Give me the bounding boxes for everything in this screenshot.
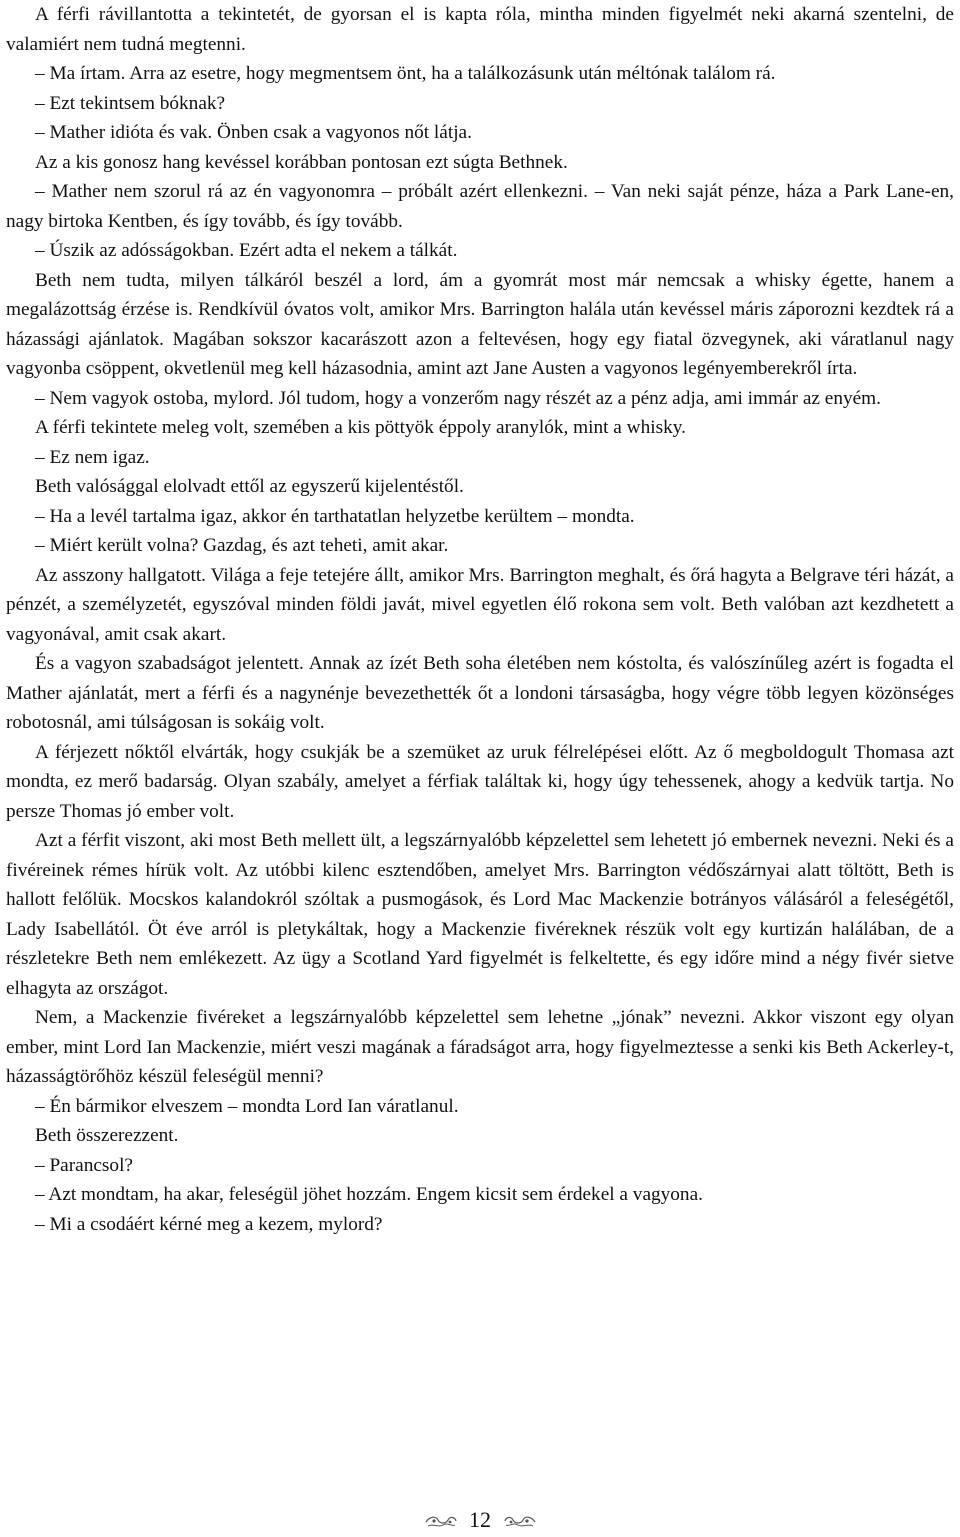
- paragraph: Beth valósággal elolvadt ettől az egyszerű kijelentéstől.: [35, 476, 464, 497]
- paragraph: – Ez nem igaz.: [35, 446, 150, 468]
- paragraph: Azt a férfit viszont, aki most Beth mellett ült, a legszárnyalóbb képzelettel sem lehetett jó embernek nevezni. Neki és a fivéreinek rémes hírük volt. Az utóbbi kilenc esztendőben, amelyet Mrs. Barrington védőszárnyai alatt töltött, Beth is hallott felőlük. Mocskos kalandokról szóltak a pusmogások, és Lord Mac Mackenzie botrányos válásáról a feleségétől, Lady Isabellától. Öt éve arról is pletykáltak, hogy a Mackenzie fivéreknek részük volt egy kurtizán halálában, de a részletekre Beth nem emlékezett. Az ügy a Scotland Yard figyelmét is felkeltette, és egy időre mind a négy fivér sietve elhagyta az országot.: [6, 830, 954, 999]
- paragraph: – Úszik az adósságokban. Ezért adta el nekem a tálkát.: [35, 240, 458, 261]
- page-number: 12: [469, 1507, 491, 1532]
- page-footer: [0, 1506, 960, 1534]
- paragraph: – Azt mondtam, ha akar, feleségül jöhet hozzám. Engem kicsit sem érdekel a vagyona.: [35, 1184, 703, 1205]
- paragraph: Beth összerezzent.: [35, 1125, 179, 1146]
- paragraph: – Miért került volna? Gazdag, és azt teheti, amit akar.: [35, 535, 449, 556]
- scroll-ornament-icon: [424, 1515, 458, 1529]
- paragraph: Nem, a Mackenzie fivéreket a legszárnyalóbb képzelettel sem lehetne „jónak” nevezni. Akkor viszont egy olyan ember, mint Lord Ian Mackenzie, miért veszi magának a fáradságot arra, hogy figyelmeztesse a senki kis Beth Ackerley-t, házasságtörőhöz készül feleségül menni?: [6, 1007, 954, 1087]
- scroll-ornament-icon: [503, 1515, 537, 1529]
- paragraph: – Nem vagyok ostoba, mylord. Jól tudom, hogy a vonzerőm nagy részét az a pénz adja, ami immár az enyém.: [35, 387, 881, 409]
- paragraph: Az a kis gonosz hang kevéssel korábban pontosan ezt súgta Bethnek.: [35, 151, 568, 173]
- document-page: [6, 0, 954, 1239]
- paragraph: A férfi tekintete meleg volt, szemében a kis pöttyök éppoly aranylók, mint a whisky.: [35, 417, 686, 438]
- paragraph: – Én bármikor elveszem – mondta Lord Ian váratlanul.: [35, 1095, 459, 1117]
- paragraph: – Ha a levél tartalma igaz, akkor én tarthatatlan helyzetbe kerültem – mondta.: [35, 505, 635, 527]
- paragraph: – Ma írtam. Arra az esetre, hogy megmentsem önt, ha a találkozásunk után méltónak találom rá.: [35, 63, 776, 84]
- paragraph: És a vagyon szabadságot jelentett. Annak az ízét Beth soha életében nem kóstolta, és valószínűleg azért is fogadta el Mather ajánlatát, mert a férfi és a nagynénje bevezethették őt a londoni társaságba, hogy végre több legyen közönséges robotosnál, ami túlságosan is sokáig volt.: [6, 653, 954, 733]
- paragraph: – Parancsol?: [35, 1154, 133, 1176]
- paragraph: – Mi a csodáért kérné meg a kezem, mylord?: [35, 1213, 383, 1235]
- paragraph: A férfi rávillantotta a tekintetét, de gyorsan el is kapta róla, mintha minden figyelmét neki akarná szentelni, de valamiért nem tudná megtenni.: [6, 4, 954, 55]
- paragraph: – Ezt tekintsem bóknak?: [35, 92, 226, 114]
- paragraph: A férjezett nőktől elvárták, hogy csukják be a szemüket az uruk félrelépései előtt. Az ő megboldogult Thomasa azt mondta, ez merő badarság. Olyan szabály, amelyet a férfiak találtak ki, hogy úgy tehessenek, ahogy a kedvük tartja. No persze Thomas jó ember volt.: [6, 741, 954, 822]
- paragraph: – Mather nem szorul rá az én vagyonomra – próbált azért ellenkezni. – Van neki saját pénze, háza a Park Lane-en, nagy birtoka Kentben, és így tovább, és így tovább.: [6, 181, 954, 232]
- paragraph: Beth nem tudta, milyen tálkáról beszél a lord, ám a gyomrát most már nemcsak a whisky égette, hanem a megalázottság érzése is. Rendkívül óvatos volt, amikor Mrs. Barrington halála után kevéssel máris záporozni kezdtek rá a házassági ajánlatok. Magában sokszor kacarászott azon a feltevésen, hogy egy fiatal özvegynek, aki váratlanul nagy vagyonba csöppent, okvetlenül meg kell házasodnia, amint azt Jane Austen a vagyonos legényemberekről írta.: [6, 269, 954, 379]
- paragraph: – Mather idióta és vak. Önben csak a vagyonos nőt látja.: [35, 122, 472, 143]
- paragraph: Az asszony hallgatott. Világa a feje tetejére állt, amikor Mrs. Barrington meghalt, és őrá hagyta a Belgrave téri házát, a pénzét, a személyzetét, egyszóval minden földi javát, mivel egyetlen élő rokona sem volt. Beth valóban azt kezdhetett a vagyonával, amit csak akart.: [6, 564, 954, 645]
